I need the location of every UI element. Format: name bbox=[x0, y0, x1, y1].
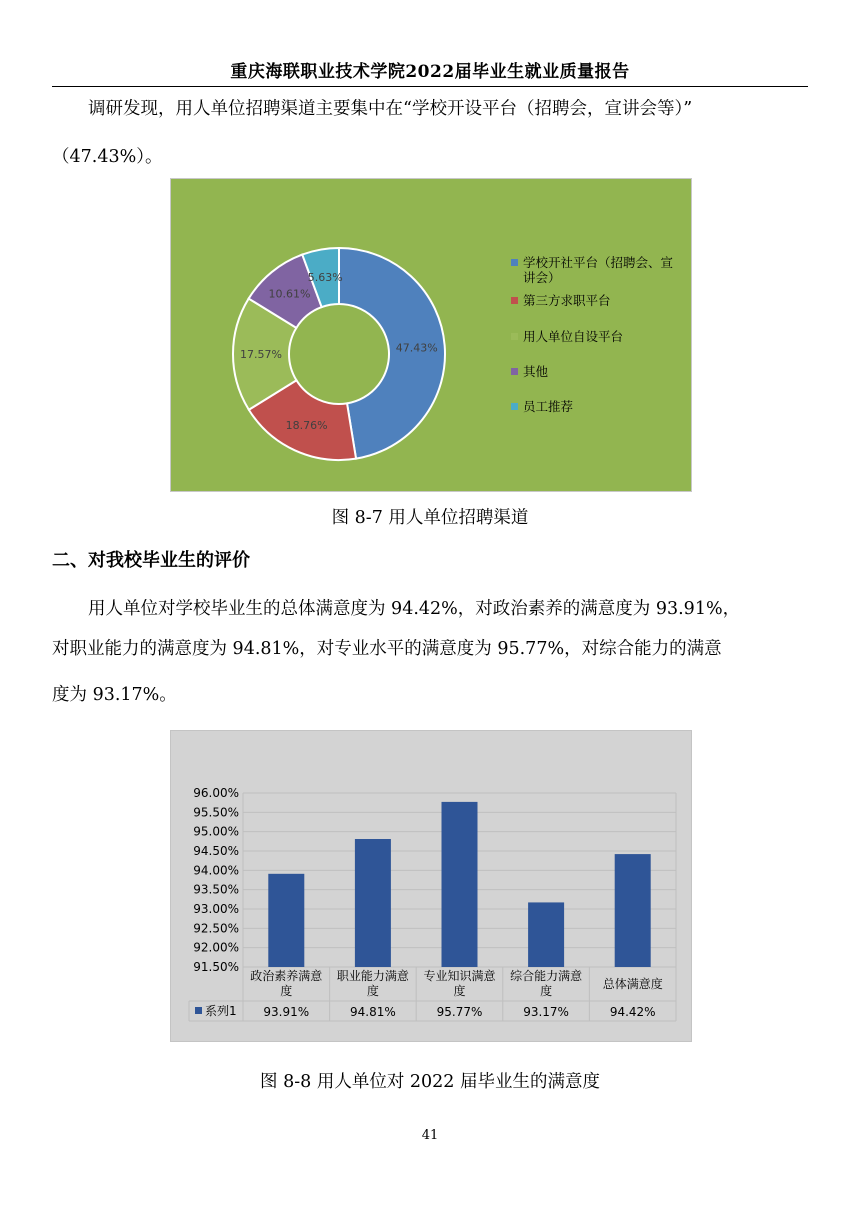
bar-chart-svg bbox=[171, 731, 691, 1041]
y-tick-label-4: 93.00% bbox=[193, 902, 239, 916]
satisfaction-bar-chart bbox=[170, 730, 692, 1042]
category-label-3: 专业知识满意 bbox=[423, 969, 496, 983]
page-number: 41 bbox=[421, 1128, 439, 1143]
donut-slice-label-1: 47.43% bbox=[395, 341, 438, 355]
table-value-2: 94.81% bbox=[350, 1005, 396, 1019]
bar-1 bbox=[268, 874, 304, 967]
donut-slice-label-3: 17.57% bbox=[240, 348, 282, 362]
category-label-4-cont: 度 bbox=[540, 984, 553, 998]
legend-label-1-cont: 讲会） bbox=[523, 270, 561, 285]
category-label-4: 综合能力满意 bbox=[510, 969, 583, 983]
legend-label-1: 学校开社平台（招聘会、宣 bbox=[523, 255, 674, 270]
legend-label-4: 其他 bbox=[523, 364, 549, 379]
table-value-3: 95.77% bbox=[436, 1005, 483, 1019]
y-tick-label-2: 92.00% bbox=[193, 940, 239, 955]
category-label-1-cont: 度 bbox=[280, 984, 293, 998]
legend-swatch-2 bbox=[511, 297, 518, 304]
y-tick-label-7: 94.50% bbox=[193, 844, 239, 858]
figure-8-7-caption: 图 8-7 用人单位招聘渠道 bbox=[331, 508, 529, 528]
donut-slice-label-2: 18.76% bbox=[285, 418, 328, 432]
y-tick-label-5: 93.50% bbox=[193, 882, 239, 897]
category-label-1: 政治素养满意 bbox=[250, 969, 323, 983]
category-label-2: 职业能力满意 bbox=[336, 969, 409, 983]
table-value-5: 94.42% bbox=[609, 1005, 656, 1019]
bar-5 bbox=[615, 854, 651, 967]
bar-3 bbox=[442, 802, 478, 967]
recruitment-channel-chart bbox=[170, 178, 692, 492]
section-heading: 二、对我校毕业生的评价 bbox=[52, 550, 250, 571]
y-tick-label-10: 96.00% bbox=[193, 786, 239, 800]
legend-swatch-3 bbox=[511, 333, 518, 340]
category-label-5: 总体满意度 bbox=[602, 977, 663, 991]
table-value-4: 93.17% bbox=[523, 1005, 569, 1019]
legend-swatch-4 bbox=[511, 368, 518, 375]
y-tick-label-3: 92.50% bbox=[193, 921, 239, 936]
evaluation-line-1: 用人单位对学校毕业生的总体满意度为 94.42%，对政治素养的满意度为 93.91%， bbox=[88, 599, 741, 619]
bar-2 bbox=[355, 839, 391, 967]
figure-8-8-caption: 图 8-8 用人单位对 2022 届毕业生的满意度 bbox=[260, 1072, 600, 1092]
page-header: 重庆海联职业技术学院2022届毕业生就业质量报告 bbox=[52, 58, 808, 87]
legend-swatch-1 bbox=[511, 259, 518, 266]
legend-label-3: 用人单位自设平台 bbox=[523, 329, 624, 344]
intro-line-2: （47.43%）。 bbox=[52, 147, 163, 167]
category-label-3-cont: 度 bbox=[453, 984, 466, 998]
series-name: 系列1 bbox=[205, 1004, 237, 1018]
category-label-2-cont: 度 bbox=[366, 984, 379, 998]
y-tick-label-8: 95.00% bbox=[193, 824, 239, 839]
legend-label-5: 员工推荐 bbox=[523, 399, 574, 414]
donut-slice-label-4: 10.61% bbox=[268, 287, 311, 301]
legend-swatch-5 bbox=[511, 403, 518, 410]
legend-label-2: 第三方求职平台 bbox=[523, 293, 611, 308]
bar-4 bbox=[528, 902, 564, 967]
y-tick-label-9: 95.50% bbox=[193, 805, 239, 820]
intro-line-1: 调研发现，用人单位招聘渠道主要集中在“学校开设平台（招聘会，宣讲会等）” bbox=[88, 99, 693, 119]
donut-chart-svg bbox=[171, 179, 691, 491]
series-legend-key bbox=[195, 1007, 202, 1014]
evaluation-line-2: 对职业能力的满意度为 94.81%，对专业水平的满意度为 95.77%，对综合能力的满意 bbox=[52, 639, 722, 659]
y-tick-label-6: 94.00% bbox=[193, 863, 239, 878]
donut-slice-label-5: 5.63% bbox=[307, 271, 343, 285]
table-value-1: 93.91% bbox=[263, 1005, 310, 1019]
evaluation-line-3: 度为 93.17%。 bbox=[52, 685, 177, 705]
y-tick-label-1: 91.50% bbox=[193, 960, 239, 974]
